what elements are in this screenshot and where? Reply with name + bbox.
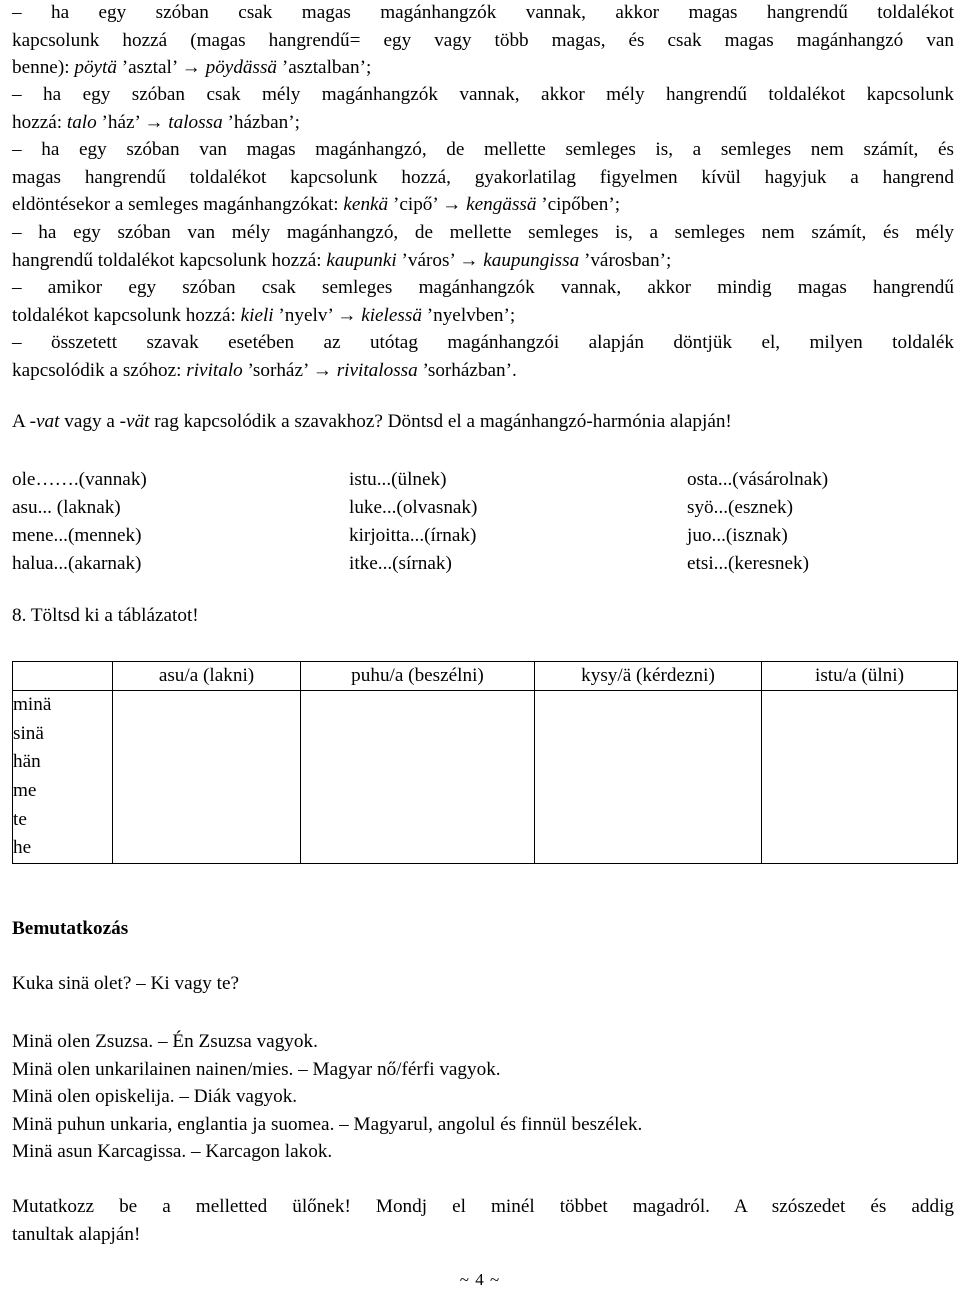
rule-item bbox=[12, 136, 954, 219]
example-result: kielessä bbox=[356, 304, 422, 326]
rule-example bbox=[12, 357, 954, 385]
example-result-gloss: ’városban’; bbox=[579, 249, 672, 271]
example-word: kenkä bbox=[343, 194, 389, 216]
instruction-text: A - bbox=[12, 411, 36, 432]
fill-item: etsi...(keresnek) bbox=[687, 553, 810, 574]
example-result-gloss: ’cipőben’; bbox=[536, 194, 621, 216]
arrow-icon: → bbox=[181, 57, 201, 79]
answer-cell[interactable] bbox=[535, 691, 762, 864]
example-word: pöytä bbox=[74, 57, 117, 79]
arrow-icon: → bbox=[459, 249, 479, 271]
intro-question: Kuka sinä olet? – Ki vagy te? bbox=[12, 973, 239, 994]
final-line: Mutatkozz be a melletted ülőnek! Mondj el minél többet magadról. A szószedet és addig bbox=[12, 1196, 954, 1217]
example-gloss: ’sorház’ bbox=[242, 359, 313, 381]
rule-text: hozzá: bbox=[12, 111, 67, 133]
table-header: kysy/ä (kérdezni) bbox=[535, 662, 762, 691]
example-result: talossa bbox=[163, 111, 223, 133]
answer-line: Minä olen unkarilainen nainen/mies. – Magyar nő/férfi vagyok. bbox=[12, 1058, 501, 1080]
fill-item: luke...(olvasnak) bbox=[349, 497, 478, 518]
pronoun-label: he bbox=[13, 837, 32, 859]
rule-text: kapcsolódik a szóhoz: bbox=[12, 359, 187, 381]
example-result-gloss: ’sorházban’. bbox=[417, 359, 517, 381]
arrow-icon: → bbox=[144, 111, 164, 133]
rule-example bbox=[12, 109, 954, 137]
answer-line: Minä asun Karcagissa. – Karcagon lakok. bbox=[12, 1141, 333, 1163]
example-result-gloss: ’nyelvben’; bbox=[421, 304, 516, 326]
answer-line: Minä olen Zsuzsa. – Én Zsuzsa vagyok. bbox=[12, 1031, 318, 1052]
fill-row bbox=[12, 550, 954, 578]
instruction-text: rag kapcsolódik a szavakhoz? Döntsd el a magánhangzó-harmónia alapján! bbox=[149, 411, 732, 432]
fill-item: istu...(ülnek) bbox=[349, 469, 447, 490]
table-header-row bbox=[13, 662, 958, 691]
arrow-icon: → bbox=[442, 194, 462, 216]
answer-cell[interactable] bbox=[301, 691, 535, 864]
pronoun-label: me bbox=[13, 780, 37, 802]
example-word: kaupunki bbox=[326, 249, 397, 271]
rule-item bbox=[12, 219, 954, 274]
arrow-icon: → bbox=[337, 304, 357, 326]
fill-item: syö...(esznek) bbox=[687, 497, 794, 518]
table-body-row bbox=[13, 691, 958, 864]
example-gloss: ’város’ bbox=[396, 249, 460, 271]
fill-item: ole…….(vannak) bbox=[12, 469, 147, 490]
rule-example bbox=[12, 247, 954, 275]
pronoun-list bbox=[13, 691, 112, 863]
rule-line: – ha egy szóban csak magas magánhangzók vannak, akkor magas hangrendű toldalékot bbox=[12, 2, 954, 23]
section-title: Bemutatkozás bbox=[12, 918, 129, 939]
fill-item: osta...(vásárolnak) bbox=[687, 469, 829, 490]
table-header: puhu/a (beszélni) bbox=[301, 662, 535, 691]
task-heading: 8. Töltsd ki a táblázatot! bbox=[12, 605, 199, 626]
pronoun-label: te bbox=[13, 808, 27, 830]
fill-item: juo...(isznak) bbox=[687, 525, 788, 546]
example-result-gloss: ’házban’; bbox=[222, 111, 300, 133]
rule-line: – ha egy szóban van magas magánhangzó, de mellette semleges is, a semleges nem számít, és bbox=[12, 139, 954, 160]
instruction-text: vagy a - bbox=[59, 411, 127, 432]
table-corner-cell bbox=[13, 662, 113, 691]
example-result: rivitalossa bbox=[331, 359, 418, 381]
example-result-gloss: ’asztalban’; bbox=[277, 57, 372, 79]
answer-cell[interactable] bbox=[113, 691, 301, 864]
rule-text: benne): bbox=[12, 57, 75, 79]
example-gloss: ’ház’ bbox=[96, 111, 145, 133]
rule-line: – ha egy szóban csak mély magánhangzók vannak, akkor mély hangrendű toldalékot kapcsolunk bbox=[12, 84, 954, 105]
pronoun-label: minä bbox=[13, 694, 52, 715]
rule-example bbox=[12, 54, 954, 82]
pronoun-label: hän bbox=[13, 751, 41, 773]
fill-row bbox=[12, 466, 954, 494]
final-instruction bbox=[12, 1193, 954, 1248]
pronoun-column bbox=[13, 691, 113, 864]
fill-item: asu... (laknak) bbox=[12, 497, 121, 518]
answer-cell[interactable] bbox=[762, 691, 958, 864]
pronoun-label: sinä bbox=[13, 722, 44, 744]
fill-item: mene...(mennek) bbox=[12, 525, 142, 546]
rule-example bbox=[12, 191, 954, 219]
final-line: tanultak alapján! bbox=[12, 1223, 141, 1245]
rule-item bbox=[12, 0, 954, 82]
fill-in-grid bbox=[12, 466, 954, 578]
answer-line: Minä puhun unkaria, englantia ja suomea. – Magyarul, angolul és finnül beszélek. bbox=[12, 1113, 643, 1135]
example-result: pöydässä bbox=[200, 57, 278, 79]
conjugation-table bbox=[12, 661, 958, 864]
rule-example bbox=[12, 302, 954, 330]
suffix-vat: vat bbox=[35, 411, 60, 432]
page-number: ~ 4 ~ bbox=[459, 1270, 501, 1289]
exercise-instruction bbox=[12, 411, 732, 433]
fill-item: itke...(sírnak) bbox=[349, 553, 452, 574]
rule-line: kapcsolunk hozzá (magas hangrendű= egy vagy több magas, és csak magas magánhangzó van bbox=[12, 29, 954, 51]
rule-item bbox=[12, 274, 954, 329]
rule-text: eldöntésekor a semleges magánhangzókat: bbox=[12, 194, 344, 216]
example-word: rivitalo bbox=[186, 359, 243, 381]
example-result: kaupungissa bbox=[478, 249, 580, 271]
example-gloss: ’nyelv’ bbox=[273, 304, 338, 326]
rule-item bbox=[12, 329, 954, 384]
rule-line: magas hangrendű toldalékot kapcsolunk hozzá, gyakorlatilag figyelmen kívül hagyjuk a hangrend bbox=[12, 166, 954, 188]
fill-item: kirjoitta...(írnak) bbox=[349, 525, 477, 546]
rule-item bbox=[12, 81, 954, 136]
table-header: istu/a (ülni) bbox=[762, 662, 958, 691]
fill-row bbox=[12, 522, 954, 550]
example-gloss: ’cipő’ bbox=[388, 194, 443, 216]
example-result: kengässä bbox=[461, 194, 537, 216]
example-word: talo bbox=[66, 111, 97, 133]
rule-text: hangrendű toldalékot kapcsolunk hozzá: bbox=[12, 249, 327, 271]
rule-line: – amikor egy szóban csak semleges magánhangzók vannak, akkor mindig magas hangrendű bbox=[12, 277, 954, 298]
suffix-vat: vät bbox=[126, 411, 150, 432]
example-word: kieli bbox=[240, 304, 274, 326]
rule-line: – összetett szavak esetében az utótag magánhangzói alapján döntjük el, milyen toldalék bbox=[12, 332, 954, 353]
example-gloss: ’asztal’ bbox=[116, 57, 182, 79]
intro-answers bbox=[12, 1028, 642, 1166]
table-header: asu/a (lakni) bbox=[113, 662, 301, 691]
rule-line: – ha egy szóban van mély magánhangzó, de mellette semleges is, a semleges nem számít, és mély bbox=[12, 222, 954, 243]
rule-text: toldalékot kapcsolunk hozzá: bbox=[12, 304, 241, 326]
answer-line: Minä olen opiskelija. – Diák vagyok. bbox=[12, 1086, 298, 1108]
arrow-icon: → bbox=[312, 359, 332, 381]
fill-item: halua...(akarnak) bbox=[12, 553, 142, 574]
fill-row bbox=[12, 494, 954, 522]
